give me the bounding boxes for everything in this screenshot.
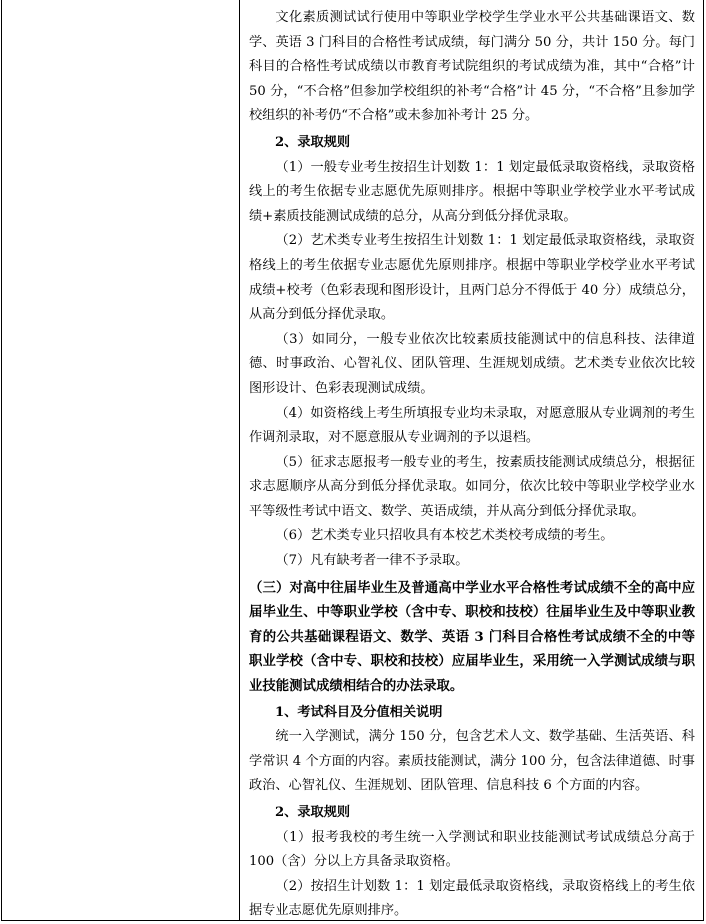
subsection-heading-exam-subjects: 1、考试科目及分值相关说明 (275, 704, 443, 720)
section-3-rule-2: （2）按招生计划数 1：1 划定最低录取资格线，录取资格线上的考生依据专业志愿优先原则排序。 (249, 878, 695, 919)
exam-subjects-paragraph: 统一入学测试，满分 150 分，包含艺术人文、数学基础、生活英语、科学常识 4 个方面的内容。素质技能测试，满分 100 分，包含法律道德、时事政治、心智礼仪、生涯规划、团队管理、信息科技 6 个方面的内容。 (249, 729, 695, 794)
content-cell (249, 6, 695, 924)
rule-4: （4）如资格线上考生所填报专业均未录取，对愿意服从专业调剂的考生作调剂录取，对不愿意服从专业调剂的予以退档。 (249, 405, 695, 446)
section-3-heading: （三）对高中往届毕业生及普通高中学业水平合格性考试成绩不全的高中应届毕业生、中等职业学校（含中专、职校和技校）往届毕业生及中等职业教育的公共基础课程语文、数学、英语 3 门科目合格性考试成绩不全的中等职业学校（含中专、职校和技校）应届毕业生，采用统一入学测试成绩与职业技能测试成绩相结合的办法录取。 (249, 579, 695, 695)
section-3-rule-1: （1）报考我校的考生统一入学测试和职业技能测试考试成绩总分高于 100（含）分以上方具备录取资格。 (249, 829, 695, 870)
left-column-cell (2, 0, 240, 920)
section-heading-admission-rules: 2、录取规则 (275, 134, 351, 150)
rule-6: （6）艺术类专业只招收具有本校艺术类校考成绩的考生。 (275, 528, 614, 544)
subsection-heading-admission-rules-2: 2、录取规则 (275, 805, 351, 820)
rule-7: （7）凡有缺考者一律不予录取。 (275, 553, 469, 569)
rule-1: （1）一般专业考生按招生计划数 1：1 划定最低录取资格线，录取资格线上的考生依据专业志愿优先原则排序。根据中等职业学校学业水平考试成绩+素质技能测试成绩的总分，从高分到低分择优录取。 (249, 159, 695, 224)
intro-paragraph: 文化素质测试试行使用中等职业学校学生学业水平公共基础课语文、数学、英语 3 门科目的合格性考试成绩，每门满分 50 分，共计 150 分。每门科目的合格性考试成绩以市教育考试院组织的考试成绩为准，其中“合格”计 50 分，“不合格”但参加学校组织的补考“合格”计 45 分，“不合格”且参加学校组织的补考仍“不合格”或未参加补考计 25 分。 (249, 10, 695, 124)
rule-3: （3）如同分，一般专业依次比较素质技能测试中的信息科技、法律道德、时事政治、心智礼仪、团队管理、生涯规划成绩。艺术类专业依次比较图形设计、色彩表现测试成绩。 (249, 331, 695, 396)
table-frame (1, 0, 704, 921)
rule-5: （5）征求志愿报考一般专业的考生，按素质技能测试成绩总分，根据征求志愿顺序从高分到低分择优录取。如同分，依次比较中等职业学校学业水平等级性考试中语文、数学、英语成绩，并从高分到低分择优录取。 (249, 454, 695, 519)
rule-2: （2）艺术类专业考生按招生计划数 1：1 划定最低录取资格线，录取资格线上的考生依据专业志愿优先原则排序。根据中等职业学校学业水平考试成绩+校考（色彩表现和图形设计，且两门总分不得低于 40 分）成绩总分，从高分到低分择优录取。 (249, 233, 695, 323)
